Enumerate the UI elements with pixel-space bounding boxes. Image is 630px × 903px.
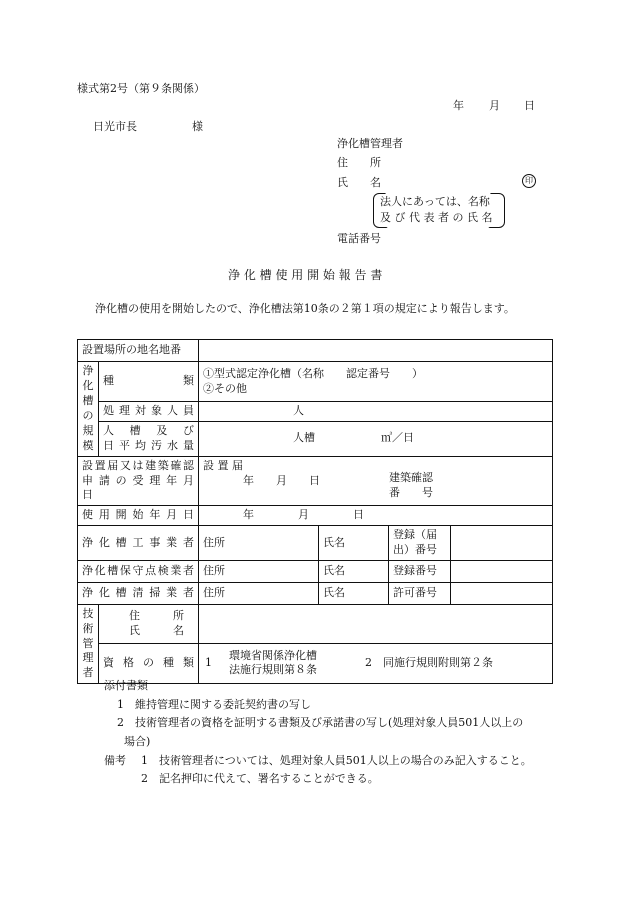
reg-label-line2: 出）番号	[393, 543, 437, 557]
address-label: 住 所	[337, 156, 381, 169]
scale-group-label	[78, 362, 99, 457]
qual1-line2: 法施行規則第８条	[229, 663, 317, 677]
receipt-sub2	[389, 471, 433, 501]
inspector-address[interactable]: 住所	[199, 560, 319, 582]
inspector-label: 浄化槽保守点検業者	[78, 560, 199, 582]
start-field[interactable]	[199, 506, 553, 526]
contractor-address[interactable]: 住所	[199, 526, 319, 561]
cleaner-address[interactable]: 住所	[199, 582, 319, 604]
corp-note-line1: 法人にあっては、名称	[380, 195, 490, 208]
tech-address-label: 住 所	[129, 608, 184, 622]
contractor-reg-label	[389, 526, 451, 561]
receipt-sub2-line1: 建築確認	[389, 470, 433, 484]
type-option-1[interactable]: ①型式認定浄化槽（名称 認定番号 ）	[203, 366, 423, 380]
cleaner-permit-field[interactable]	[451, 582, 553, 604]
corp-note-line2: 及 び 代 表 者 の 氏 名	[380, 211, 493, 224]
receipt-sub1: 設 置 届	[203, 458, 243, 472]
reg-label-line1: 登録（届	[393, 528, 437, 542]
cleaner-permit-label: 許可番号	[389, 582, 451, 604]
date-month: 月	[489, 99, 500, 112]
type-field[interactable]	[199, 362, 553, 402]
document-title: 浄 化 槽 使 用 開 始 報 告 書	[228, 268, 383, 282]
tech-group-text: 技術管理者	[82, 606, 94, 680]
receipt-field[interactable]	[199, 456, 553, 506]
qual2-text: 2 同施行規則附則第２条	[365, 655, 493, 669]
addressee: 日光市長 様	[93, 120, 203, 133]
type-option-2[interactable]: ②その他	[203, 381, 247, 395]
attachments-title: 添付書類	[104, 679, 148, 692]
tech-address-name-field[interactable]	[199, 604, 553, 643]
capacity-label-line2: 日 平 均 汚 水 量	[103, 438, 194, 452]
capacity-value: 人槽 ㎥／日	[293, 431, 414, 445]
remarks-title: 備考	[104, 754, 126, 767]
tech-group-label	[78, 604, 99, 683]
location-label: 設置場所の地名地番	[78, 340, 199, 362]
qual-field[interactable]	[199, 643, 553, 683]
phone-label: 電話番号	[337, 232, 381, 245]
qual-label: 資 格 の 種 類	[99, 643, 199, 683]
attachment-2-cont: 場合)	[124, 735, 151, 748]
capacity-label	[99, 422, 199, 457]
receipt-label-line2: 申 請 の 受 理 年 月 日	[82, 473, 194, 502]
contractor-label: 浄 化 槽 工 事 業 者	[78, 526, 199, 561]
contractor-name[interactable]: 氏名	[319, 526, 389, 561]
qual1-line1: 環境省関係浄化槽	[229, 648, 317, 662]
inspector-name[interactable]: 氏名	[319, 560, 389, 582]
name-label: 氏 名	[337, 176, 381, 189]
start-label: 使 用 開 始 年 月 日	[78, 506, 199, 526]
persons-label: 処 理 対 象 人 員	[99, 402, 199, 422]
capacity-field[interactable]	[199, 422, 553, 457]
type-label: 種 類	[99, 362, 199, 402]
remark-2: 2 記名押印に代えて、署名することができる。	[141, 772, 379, 785]
persons-unit: 人	[293, 404, 304, 418]
start-value: 年 月 日	[243, 508, 364, 522]
scale-group-text: 浄化槽の規模	[82, 364, 94, 452]
form-number: 様式第2号（第９条関係）	[77, 82, 205, 95]
cleaner-label: 浄 化 槽 清 掃 業 者	[78, 582, 199, 604]
receipt-date[interactable]: 年 月 日	[243, 473, 320, 487]
qual1-number: 1	[205, 655, 212, 669]
persons-field[interactable]	[199, 402, 553, 422]
seal-mark: 印	[522, 174, 536, 188]
manager-title: 浄化槽管理者	[337, 137, 403, 150]
contractor-reg-field[interactable]	[451, 526, 553, 561]
attachment-1: 1 維持管理に関する委託契約書の写し	[117, 698, 311, 711]
date-year: 年	[453, 99, 464, 112]
inspector-reg-label: 登録番号	[389, 560, 451, 582]
attachment-2: 2 技術管理者の資格を証明する書類及び承諾書の写し(処理対象人員501人以上の	[117, 716, 524, 729]
receipt-label-line1: 設置届又は建築確認	[82, 458, 194, 472]
receipt-label	[78, 456, 199, 506]
report-table	[77, 339, 553, 684]
date-day: 日	[524, 99, 535, 112]
inspector-reg-field[interactable]	[451, 560, 553, 582]
capacity-label-line1: 人 槽 及 び	[103, 424, 194, 437]
tech-name-label: 氏 名	[129, 623, 184, 637]
remark-1: 1 技術管理者については、処理対象人員501人以上の場合のみ記入すること。	[141, 754, 532, 767]
intro-text: 浄化槽の使用を開始したので、浄化槽法第10条の２第１項の規定により報告します。	[95, 302, 515, 315]
location-field[interactable]	[199, 340, 553, 362]
tech-address-name-label	[99, 604, 199, 643]
cleaner-name[interactable]: 氏名	[319, 582, 389, 604]
receipt-sub2-line2: 番 号	[389, 485, 433, 499]
